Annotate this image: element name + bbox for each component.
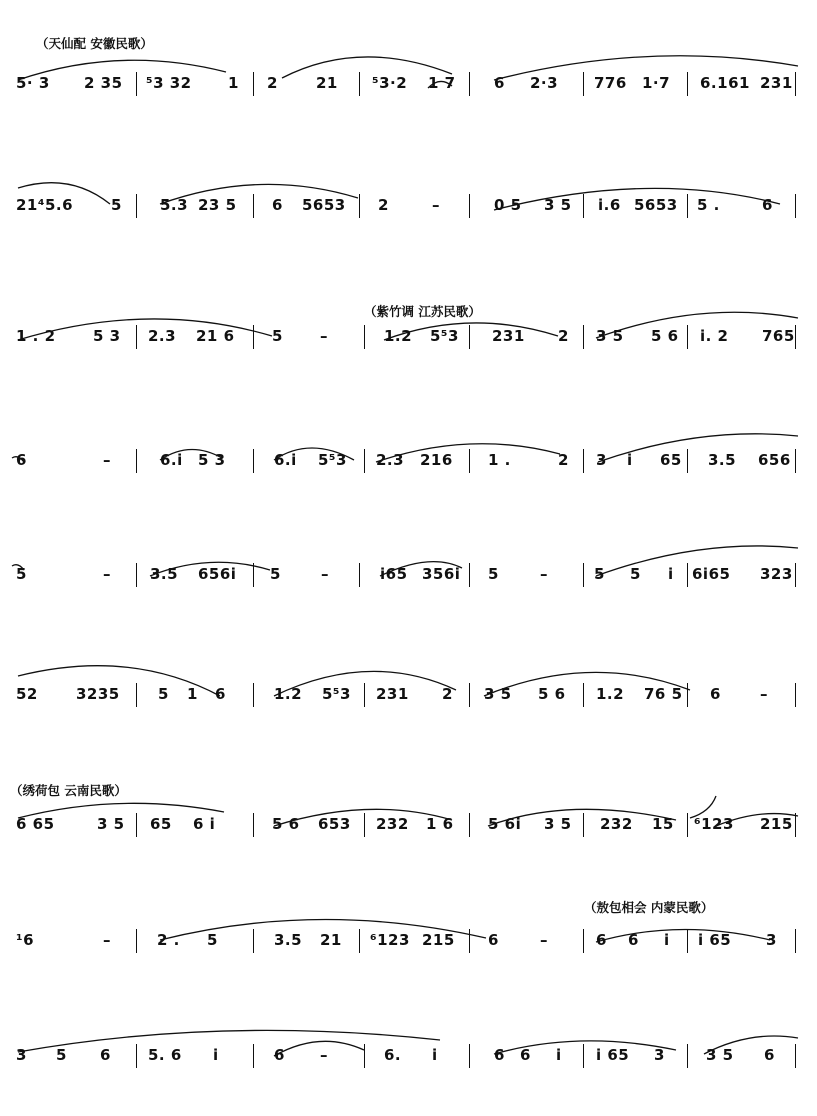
note-group: 1.2 — [596, 685, 625, 703]
note-group: 2 — [558, 451, 569, 469]
bar-line — [364, 683, 365, 707]
note-group: 6 — [215, 685, 226, 703]
note-group: i 65 — [698, 931, 732, 949]
note-group: 6 — [494, 1046, 505, 1064]
bar-line — [583, 683, 584, 707]
note-group: i — [627, 451, 633, 469]
bar-line — [583, 929, 584, 953]
note-group: 5⁵3 — [318, 451, 347, 469]
note-group: 231 — [376, 685, 409, 703]
slur — [274, 1041, 364, 1056]
note-group: 1.2 — [274, 685, 303, 703]
note-group: 6. — [384, 1046, 402, 1064]
note-group: 6 — [274, 1046, 285, 1064]
note-group: 21⁴5.6 — [16, 196, 74, 214]
bar-line — [136, 813, 137, 837]
note-group: ⁵3·2 — [372, 74, 408, 92]
note-group: i. 2 — [700, 327, 729, 345]
note-group: 656i — [198, 565, 237, 583]
note-group: ⁵3 32 — [146, 74, 192, 92]
note-group: 6 — [494, 74, 505, 92]
note-group: i — [668, 565, 674, 583]
note-group: 5 — [272, 327, 283, 345]
note-group: – — [103, 451, 111, 469]
bar-line — [469, 813, 470, 837]
bar-line — [364, 1044, 365, 1068]
bar-line — [136, 1044, 137, 1068]
note-group: 232 — [376, 815, 409, 833]
note-group: 6 — [764, 1046, 775, 1064]
note-group: ⁶123 — [694, 815, 734, 833]
bar-line — [795, 813, 796, 837]
bar-line — [253, 813, 254, 837]
bar-line — [136, 929, 137, 953]
bar-line — [364, 813, 365, 837]
note-group: 3 — [16, 1046, 27, 1064]
note-group: – — [760, 685, 768, 703]
note-group: 21 — [320, 931, 342, 949]
bar-line — [583, 325, 584, 349]
bar-line — [136, 563, 137, 587]
note-group: 65 — [150, 815, 172, 833]
note-group: 6 65 — [16, 815, 55, 833]
note-group: 231 — [760, 74, 793, 92]
note-group: 5 3 — [93, 327, 121, 345]
note-group: 6 — [488, 931, 499, 949]
note-group: 5 — [594, 565, 605, 583]
note-group: ⁶123 — [370, 931, 410, 949]
note-group: 776 — [594, 74, 627, 92]
note-group: 2 — [442, 685, 453, 703]
note-group: 1 6 — [426, 815, 454, 833]
note-group: 52 — [16, 685, 38, 703]
bar-line — [795, 563, 796, 587]
bar-line — [469, 194, 470, 218]
bar-line — [253, 683, 254, 707]
note-group: 3 5 — [544, 815, 572, 833]
note-group: 2 — [378, 196, 389, 214]
note-group: – — [320, 327, 328, 345]
note-group: 3 5 — [544, 196, 572, 214]
note-group: 231 — [492, 327, 525, 345]
note-group: 5 — [207, 931, 218, 949]
bar-line — [253, 449, 254, 473]
note-group: – — [540, 565, 548, 583]
note-group: 5653 — [302, 196, 346, 214]
note-group: 2 35 — [84, 74, 123, 92]
note-group: 215 — [760, 815, 793, 833]
note-group: – — [103, 931, 111, 949]
note-group: – — [103, 565, 111, 583]
bar-line — [583, 72, 584, 96]
song-title-xiuhebao: （绣荷包 云南民歌） — [10, 783, 127, 798]
note-group: 3 5 — [596, 327, 624, 345]
note-group: 1 — [228, 74, 239, 92]
note-group: i — [556, 1046, 562, 1064]
note-group: 6.161 — [700, 74, 750, 92]
note-group: 3 5 — [484, 685, 512, 703]
bar-line — [359, 72, 360, 96]
note-group: 6 — [710, 685, 721, 703]
bar-line — [795, 929, 796, 953]
bar-line — [687, 813, 688, 837]
bar-line — [795, 72, 796, 96]
bar-line — [359, 563, 360, 587]
note-group: 3.5 — [708, 451, 737, 469]
note-group: 6 i — [193, 815, 216, 833]
bar-line — [795, 1044, 796, 1068]
note-group: 232 — [600, 815, 633, 833]
bar-line — [136, 449, 137, 473]
note-group: 5· 3 — [16, 74, 50, 92]
note-group: 5 6 — [272, 815, 300, 833]
bar-line — [136, 72, 137, 96]
bar-line — [687, 1044, 688, 1068]
note-group: 6i65 — [692, 565, 731, 583]
bar-line — [583, 1044, 584, 1068]
bar-line — [583, 449, 584, 473]
bar-line — [795, 683, 796, 707]
bar-line — [136, 325, 137, 349]
note-group: 323 — [760, 565, 793, 583]
note-group: 653 — [318, 815, 351, 833]
note-group: 5 — [630, 565, 641, 583]
note-group: 5 — [158, 685, 169, 703]
note-group: 215 — [422, 931, 455, 949]
note-group: 356i — [422, 565, 461, 583]
note-group: 6 — [100, 1046, 111, 1064]
bar-line — [469, 325, 470, 349]
note-group: 3 5 — [706, 1046, 734, 1064]
bar-line — [469, 929, 470, 953]
bar-line — [687, 563, 688, 587]
note-group: 21 6 — [196, 327, 235, 345]
bar-line — [687, 194, 688, 218]
bar-line — [253, 563, 254, 587]
note-group: 2·3 — [530, 74, 559, 92]
bar-line — [795, 325, 796, 349]
note-group: 1.2 — [384, 327, 413, 345]
bar-line — [253, 72, 254, 96]
song-title-aobaoxianghui: （敖包相会 内蒙民歌） — [584, 900, 714, 915]
bar-line — [687, 929, 688, 953]
bar-line — [364, 325, 365, 349]
note-group: 2.3 — [148, 327, 177, 345]
note-group: i — [432, 1046, 438, 1064]
note-group: i.6 — [598, 196, 621, 214]
note-group: 0 5 — [494, 196, 522, 214]
note-group: i — [213, 1046, 219, 1064]
note-group: 6 — [762, 196, 773, 214]
note-group: 3.5 — [274, 931, 303, 949]
note-group: 5 — [488, 565, 499, 583]
note-group: 2 — [267, 74, 278, 92]
note-group: 3 — [766, 931, 777, 949]
note-group: ¹6 — [16, 931, 35, 949]
bar-line — [469, 683, 470, 707]
note-group: 6.i — [160, 451, 183, 469]
note-group: 656 — [758, 451, 791, 469]
note-group: – — [320, 1046, 328, 1064]
note-group: 5 6 — [651, 327, 679, 345]
note-group: 1 — [187, 685, 198, 703]
bar-line — [469, 72, 470, 96]
bar-line — [253, 325, 254, 349]
note-group: 5 — [56, 1046, 67, 1064]
note-group: 3.5 — [150, 565, 179, 583]
bar-line — [253, 194, 254, 218]
note-group: 5. 6 — [148, 1046, 182, 1064]
bar-line — [469, 1044, 470, 1068]
note-group: 5⁵3 — [430, 327, 459, 345]
slur — [596, 929, 770, 942]
bar-line — [359, 194, 360, 218]
note-group: 15 — [652, 815, 674, 833]
note-group: 1 7 — [428, 74, 456, 92]
note-group: 2 — [558, 327, 569, 345]
note-group: 5 — [111, 196, 122, 214]
bar-line — [687, 683, 688, 707]
note-group: 5⁵3 — [322, 685, 351, 703]
note-group: 6 — [520, 1046, 531, 1064]
note-group: 3 5 — [97, 815, 125, 833]
note-group: 65 — [660, 451, 682, 469]
bar-line — [795, 449, 796, 473]
song-title-zizhudiao: （紫竹调 江苏民歌） — [364, 304, 481, 319]
note-group: 5.3 — [160, 196, 189, 214]
note-group: 5 — [16, 565, 27, 583]
bar-line — [583, 563, 584, 587]
bar-line — [583, 194, 584, 218]
bar-line — [136, 683, 137, 707]
bar-line — [687, 449, 688, 473]
note-group: 23 5 — [198, 196, 237, 214]
note-group: 6 — [272, 196, 283, 214]
bar-line — [469, 449, 470, 473]
note-group: 6 — [16, 451, 27, 469]
note-group: 76 5 — [644, 685, 683, 703]
note-group: 3235 — [76, 685, 120, 703]
note-group: i 65 — [596, 1046, 630, 1064]
bar-line — [469, 563, 470, 587]
note-group: i65 — [380, 565, 408, 583]
note-group: 5 3 — [198, 451, 226, 469]
bar-line — [359, 929, 360, 953]
note-group: 5 — [270, 565, 281, 583]
note-group: 6 — [628, 931, 639, 949]
bar-line — [687, 72, 688, 96]
note-group: 5 . — [697, 196, 720, 214]
note-group: i — [664, 931, 670, 949]
bar-line — [687, 325, 688, 349]
bar-line — [136, 194, 137, 218]
note-group: 765 — [762, 327, 795, 345]
note-group: 2 . — [157, 931, 180, 949]
note-group: 2.3 — [376, 451, 405, 469]
note-group: – — [540, 931, 548, 949]
note-group: 6.i — [274, 451, 297, 469]
slur — [18, 1030, 440, 1052]
note-group: 1 . — [488, 451, 511, 469]
song-title-tianxianpei: （天仙配 安徽民歌） — [36, 36, 153, 51]
bar-line — [795, 194, 796, 218]
note-group: 6 — [596, 931, 607, 949]
note-group: 21 — [316, 74, 338, 92]
note-group: – — [432, 196, 440, 214]
slur — [282, 57, 452, 78]
note-group: – — [321, 565, 329, 583]
bar-line — [253, 1044, 254, 1068]
note-group: 1 . 2 — [16, 327, 56, 345]
note-group: 3 — [596, 451, 607, 469]
note-group: 216 — [420, 451, 453, 469]
note-group: 5653 — [634, 196, 678, 214]
bar-line — [583, 813, 584, 837]
note-group: 5 6i — [488, 815, 522, 833]
note-group: 1·7 — [642, 74, 671, 92]
note-group: 3 — [654, 1046, 665, 1064]
bar-line — [253, 929, 254, 953]
note-group: 5 6 — [538, 685, 566, 703]
bar-line — [364, 449, 365, 473]
